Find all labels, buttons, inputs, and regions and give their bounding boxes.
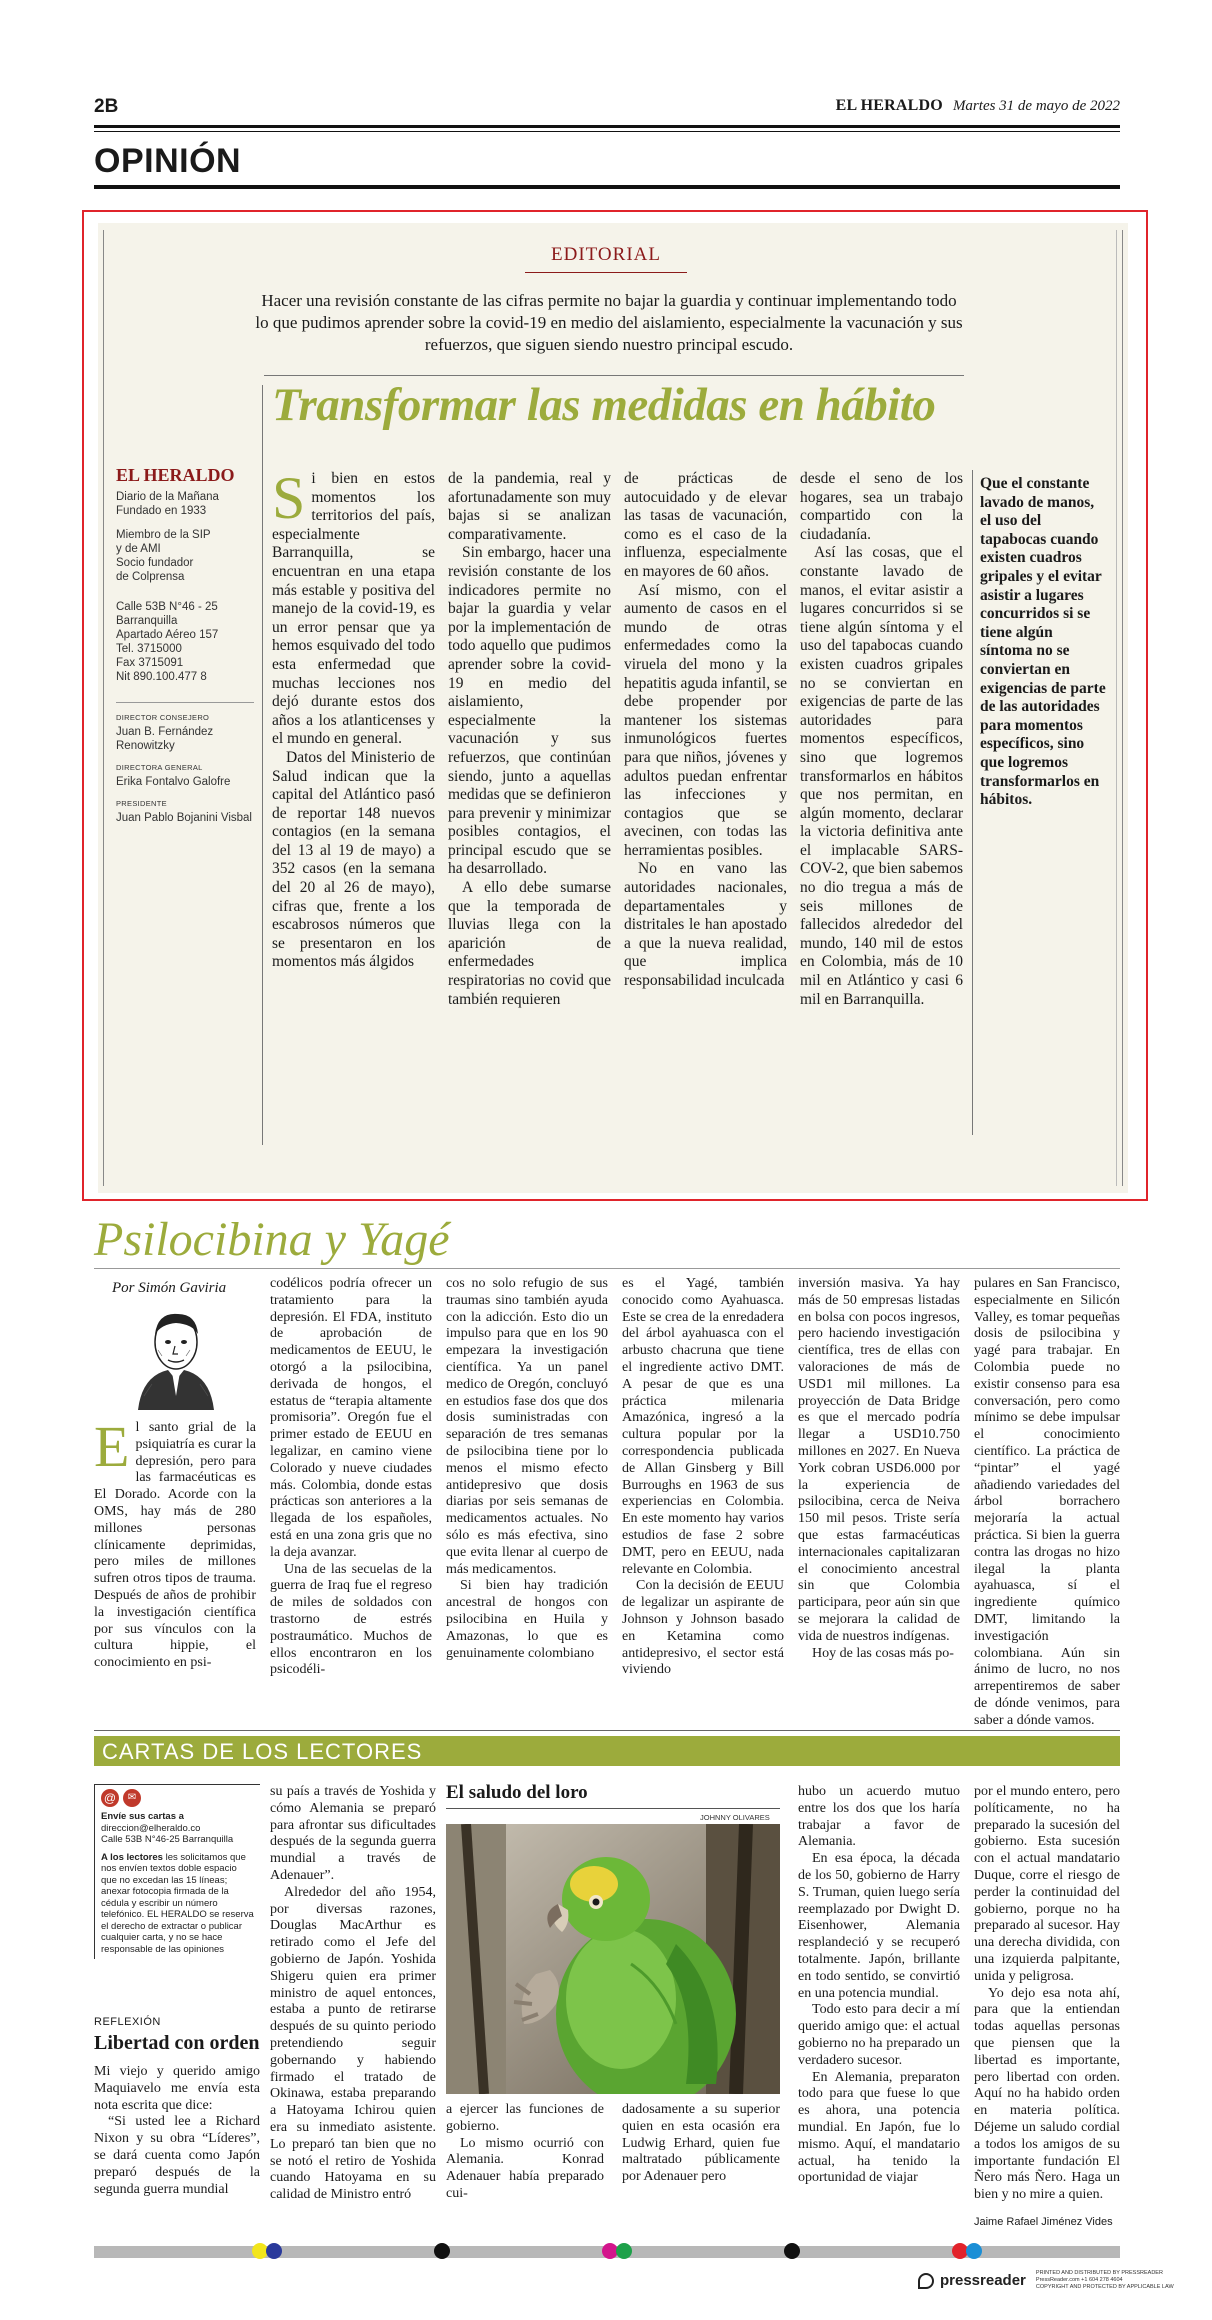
masthead-role: DIRECTORA GENERAL: [116, 763, 203, 772]
send-title: Envíe sus cartas a: [101, 1811, 184, 1822]
notice-bold: A los lectores: [101, 1851, 163, 1863]
editorial-lead: Hacer una revisión constante de las cifras permite no bajar la guardia y continuar implementando todo lo que pudimos aprender sobre la covid-19 en medio del aislamiento, especialmente la vacunación y sus refuerzos, que siguen siendo nuestro principal escudo.: [255, 291, 963, 354]
letter-column-2: [270, 1784, 436, 2204]
paragraph: pulares en San Francisco, especialmente en Silicón Valley, es tomar pequeñas dosis de psilocibina y yagé para trabajar. En Colombia puede no existir consenso para esa conversación, pero como mínimo se debe impulsar el conocimiento científico. La práctica de “pintar” el yagé añadiendo variedades del árbol borrachero mejoraría la actual práctica. Si bien la guerra contra las drogas no hizo ilegal la planta ayahuasca, sí el ingrediente químico DMT, limitando la investigación colombiana. Aún sin ánimo de lucro, no nos arrepentiremos de saber de dónde venimos, para saber a dónde vamos.: [974, 1276, 1120, 1728]
editorial-border-right: [1122, 230, 1123, 1186]
author-portrait: [128, 1306, 224, 1410]
paragraph: Sin embargo, hacer una revisión constante de los indicadores permite no bajar la guardia y velar por la implementación de todo aquello que pudimos aprender sobre la covid-19 en medio del aislamiento, especialmente la vacunación y sus refuerzos, que continúan siendo, junto a aquellas medidas que se definieron para prevenir y minimizar posibles contagios, el principal escudo que se ha desarrollado.: [448, 544, 611, 878]
editorial-column-2: [448, 470, 611, 1009]
masthead-line: Apartado Aéreo 157: [116, 629, 219, 641]
letters-address: Calle 53B N°46-25 Barranquilla: [101, 1834, 234, 1845]
paragraph: hubo un acuerdo mutuo entre los dos que los haría trabajar a favor de Alemania.: [798, 1784, 960, 1850]
paragraph: Lo mismo ocurrió con Alemania. Konrad Adenauer había preparado cui-: [446, 2135, 604, 2201]
reg-dot-green: [616, 2243, 632, 2259]
column-text-5: [798, 1276, 960, 1662]
masthead-line: Socio fundador: [116, 557, 194, 569]
masthead-person: Juan Pablo Bojanini Visbal: [116, 812, 252, 824]
column-text-3: [446, 1276, 608, 1662]
letter-column-1: [94, 2064, 260, 2198]
column-text-6: [974, 1276, 1120, 1730]
mail-icon: ✉: [123, 1789, 141, 1807]
editorial-dropcap: S: [272, 465, 306, 531]
header-rule-thin: [94, 131, 1120, 132]
paragraph: Alrededor del año 1954, por diversas razones, Douglas MacArthur es retirado como el Jefe del gobierno de Japón. Yoshida Shigeru quien era primer ministro de aquel entonces, estaba a punto de retirarse después de su quinto periodo pretendiendo seguir gobernando y habiendo firmado el tratado de Okinawa, estaba preparando a Hatoyama Ichirou quien era su inmediato asistente. Lo preparó tan bien que no se notó el retiro de Yoshida cuando Hatoyama en su calidad de Ministro entró: [270, 1884, 436, 2203]
paragraph: “Si usted lee a Richard Nixon y su obra “Líderes”, se dará cuenta como Japón preparó después de la segunda guerra mundial: [94, 2114, 260, 2197]
reg-dot-cyan: [966, 2243, 982, 2259]
paragraph: Así mismo, con el aumento de casos en el mundo de otras enfermedades como la viruela del mono y la hepatitis aguda infantil, se debe propender por mantener los sistemas inmunológicos fuertes para que niños, jóvenes y adultos puedan enfrentar las infecciones y contagios que se avecinen, con todas las herramientas posibles.: [624, 581, 787, 859]
masthead-line: Fax 3715091: [116, 657, 184, 669]
column-title: Psilocibina y Yagé: [94, 1213, 450, 1266]
paragraph: de prácticas de autocuidado y de elevar las tasas de vacunación, como es el caso de la influenza, especialmente en mayores de 60 años.: [624, 470, 787, 580]
paragraph: dadosamente a su superior quien en esta ocasión era Ludwig Erhard, quien fue maltratado públicamente por Adenauer pero: [622, 2102, 780, 2185]
column-dropcap: E: [94, 1414, 130, 1479]
parrot-photo: [446, 1824, 780, 2094]
paragraph: de la pandemia, real y afortunadamente son muy bajas si se analizan comparativamente.: [448, 470, 611, 543]
masthead-line: Miembro de la SIP: [116, 529, 211, 541]
paragraph: desde el seno de los hogares, sea un trabajo compartido con la ciudadanía.: [800, 470, 963, 543]
paragraph: No en vano las autoridades nacionales, departamentales y distritales le han apostado a que la nueva realidad, que implica responsabilidad inculcada: [624, 860, 787, 990]
paragraph: En esa época, la década de los 50, gobierno de Harry S. Truman, quien luego sería reemplazado por Dwight D. Eisenhower, Alemania resplandeció y se recuperó totalmente. Japón, brillante en todo sentido, se convirtió en una potencia mundial.: [798, 1851, 960, 2001]
masthead-name: EL HERALDO: [116, 465, 235, 485]
masthead-person: Erika Fontalvo Galofre: [116, 776, 231, 788]
column-text-2: [270, 1276, 432, 1679]
letters-section-title: CARTAS DE LOS LECTORES: [102, 1739, 423, 1764]
print-note-2: PressReader.com +1 604 278 4604: [1035, 2277, 1123, 2283]
lead-rule: [264, 375, 964, 376]
letters-info-box: [94, 1784, 260, 1959]
photo-title: El saludo del loro: [446, 1782, 588, 1803]
editorial-pullquote: Que el constante lavado de manos, el uso del tapabocas cuando existen cuadros gripales y el evitar asistir a lugares concurridos si se tiene algún síntoma no se conviertan en exigencias de parte de las autoridades para momentos específicos, sino que logremos transformarlos en hábitos.: [980, 475, 1106, 809]
editorial-column-4: [800, 470, 963, 1009]
publication-name: EL HERALDO: [835, 97, 943, 114]
kicker-underline: [525, 272, 687, 273]
paragraph: A ello debe sumarse que la temporada de lluvias llega con la aparición de enfermedades respiratorias no covid que también requieren: [448, 879, 611, 1008]
page-number: 2B: [94, 96, 119, 117]
paragraph: Una de las secuelas de la guerra de Iraq fue el regreso de miles de soldados con trastorno de estrés postraumático. Muchos de ellos encontraron en los psicodéli-: [270, 1561, 432, 1678]
masthead-line: Barranquilla: [116, 615, 178, 627]
masthead-line: y de AMI: [116, 543, 161, 555]
masthead: [116, 465, 254, 825]
editorial-column-3: [624, 470, 787, 991]
masthead-line: Calle 53B N°46 - 25: [116, 601, 218, 613]
header-rule: [94, 125, 1120, 128]
pressreader-brand: pressreader: [940, 2272, 1026, 2289]
paragraph: Hoy de las cosas más po-: [812, 1645, 954, 1661]
letters-top-rule: [94, 1730, 1120, 1731]
pressreader-logo-icon: [918, 2273, 934, 2289]
letter-column-6: [974, 1784, 1120, 2204]
letters-email[interactable]: direccion@elheraldo.co: [101, 1822, 201, 1834]
masthead-line: Fundado en 1933: [116, 505, 207, 517]
reg-dot-black-2: [784, 2243, 800, 2259]
paragraph: cos no solo refugio de sus traumas sino también ayuda con la adicción. Esto dio un impulso para que en los 90 empezara la investigación científica. Ya un panel medico de Oregón, concluyó en estudios fase dos que dos dosis suministradas con separación de tres semanas de psilocibina tiene por lo menos el mismo efecto antidepresivo que dosis diarias por seis semanas de medicamentos actuales. No sólo es más efectiva, sino que evita llenar al cuerpo de más medicamentos.: [446, 1276, 608, 1577]
paragraph: i bien en estos momentos los territorios del país, especialmente Barranquilla, se encuentran en una etapa más estable y positiva del manejo de la covid-19, es un error pensar que ya hemos esquivado del todo esta enfermedad que muchas lecciones nos dejó durante estos dos años a los atlanticenses y el mundo en general.: [272, 470, 435, 748]
column-byline: Por Simón Gaviria: [112, 1280, 227, 1296]
column-text-1: [94, 1414, 256, 1672]
paragraph: Si bien hay tradición ancestral de hongos con psilocibina en Huila y Amazonas, lo que es genuinamente colombiano: [446, 1578, 608, 1661]
editorial-border-left: [103, 230, 104, 1186]
letters-banner: [94, 1736, 1120, 1766]
letter-column-5: [798, 1784, 960, 2187]
paragraph: Datos del Ministerio de Salud indican que la capital del Atlántico pasó de reportar 148 nuevos contagios (en la semana del 13 al 19 de mayo) a 352 casos (en la semana del 20 al 26 de mayo), cifras que, frente a los escabrosos números que se presentaron en los momentos más álgidos: [272, 748, 435, 971]
paragraph: l santo grial de la psiquiatría es curar la depresión, pero para las farmacéuticas es El Dorado. Acorde con la OMS, hay más de 280 millones personas clínicamente deprimidas, pero miles de millones sufren otros tipos de trauma. Después de años de prohibir la investigación científica por sus vínculos con la cultura hippie, el conocimiento en psi-: [94, 1420, 256, 1671]
section-rule: [94, 185, 1120, 189]
editorial-border-right-inner: [1116, 230, 1117, 1186]
masthead-role: DIRECTOR CONSEJERO: [116, 713, 210, 722]
reg-dot-blue: [266, 2243, 282, 2259]
paragraph: su país a través de Yoshida y cómo Alemania se preparó para afrontar sus dificultades después de la segunda guerra mundial a través de Adenauer”.: [270, 1784, 436, 1883]
paragraph: Mi viejo y querido amigo Maquiavelo me envía esta nota escrita que dice:: [94, 2064, 260, 2113]
paragraph: Todo esto para decir a mí querido amigo que: el actual gobierno no ha preparado un verdadero sucesor.: [798, 2002, 960, 2068]
paragraph: Así las cosas, que el constante lavado de manos, el evitar asistir a lugares concurridos si se tiene algún síntoma y el uso del tapabocas cuando existen cuadros gripales no se conviertan en exigencias de parte de las autoridades para momentos específicos, sino que logremos transformarlos en hábitos que nos permitan, en algún momento, declarar la victoria definitiva ante el implacable SARS-COV-2, que bien sabemos no dio tregua a más de seis millones de fallecidos alrededor del mundo, 140 mil de estos en Colombia, más de 10 mil en Atlántico y casi 6 mil en Barranquilla.: [800, 544, 963, 1008]
column-title-rule: [94, 1268, 1120, 1269]
header-right: [836, 97, 1120, 115]
photo-credit: JOHNNY OLIVARES: [700, 1813, 770, 1822]
issue-date: Martes 31 de mayo de 2022: [952, 98, 1120, 114]
letter-kicker: REFLEXIÓN: [94, 2016, 161, 2028]
editorial-kicker: EDITORIAL: [551, 244, 661, 265]
letter-column-4: [622, 2102, 780, 2186]
column-text-4: [622, 1276, 784, 1679]
masthead-role: PRESIDENTE: [116, 799, 167, 808]
headline-left-rule: [262, 385, 263, 1145]
at-icon: @: [101, 1789, 119, 1807]
masthead-person: Juan B. Fernández Renowitzky: [116, 726, 214, 752]
letters-notice: les solicitamos que nos envíen textos doble espacio que no excedan las 15 líneas; anexar fotocopia firmada de la cédula y escribir un número telefónico. EL HERALDO se reserva el derecho de extractar o publicar cualquier carta, y no se hace responsable de las opiniones: [101, 1851, 254, 1955]
masthead-line: Nit 890.100.477 8: [116, 671, 207, 683]
letter-signature: Jaime Rafael Jiménez Vides: [974, 2216, 1113, 2228]
print-note-3: COPYRIGHT AND PROTECTED BY APPLICABLE LAW: [1035, 2284, 1174, 2290]
letter-title: Libertad con orden: [94, 2032, 260, 2054]
registration-dots: [94, 2243, 1120, 2261]
paragraph: a ejercer las funciones de gobierno.: [446, 2102, 604, 2134]
paragraph: codélicos podría ofrecer un tratamiento para la depresión. El FDA, instituto de aprobación de medicamentos de EEUU, le otorgó a la psilocibina, derivada de hongos, el estatus de “terapia altamente promisoria”. Oregón fue el primer estado de EEUU en legalizar, en camino viene Colorado y nueve ciudades más. Colombia, donde estas prácticas son anteriores a la llegada de los españoles, está en una zona gris que no la deja avanzar.: [270, 1276, 432, 1560]
paragraph: Con la decisión de EEUU de legalizar un aspirante de Johnson y Johnson basado en Ketamina como antidepresivo, el sector está viviendo: [622, 1578, 784, 1678]
paragraph: Yo dejo esa nota ahí, para que la entiendan todas aquellas personas que piensen que la libertad es importante, pero libertad con orden. Aquí no ha habido orden en materia política. Déjeme un saludo cordial a todos los amigos de su importante fundación El Ñero más Ñero. Haga un bien y no mire a quien.: [974, 1985, 1120, 2203]
paragraph: En Alemania, preparaton todo para que fuese lo que es ahora, una potencia mundial. En Japón, fue lo mismo. Aquí, el mandatario actual, ha tenido la oportunidad de viajar: [798, 2069, 960, 2186]
print-note-1: PRINTED AND DISTRIBUTED BY PRESSREADER: [1035, 2270, 1163, 2276]
masthead-line: de Colprensa: [116, 571, 185, 583]
editorial-headline: Transformar las medidas en hábito: [272, 379, 936, 431]
paragraph: es el Yagé, también conocido como Ayahuasca. Este se crea de la enredadera del árbol ayahuasca con el arbusto chacruna que tiene el ingrediente activo DMT. A pesar de que es una práctica milenaria Amazónica, ingresó a la cultura popular por la correspondencia publicada de Allan Ginsberg y Bill Burroughs en 1963 de sus experiencias en Colombia. En este momento hay varios estudios de fase 2 sobre DMT, pero en EEUU, nada relevante en Colombia.: [622, 1276, 784, 1577]
section-title: OPINIÓN: [94, 142, 242, 180]
paragraph: por el mundo entero, pero políticamente, no ha preparado la sucesión del gobierno. Esta sucesión con el actual mandatario Duque, corre el riesgo de perder la continuidad del gobierno, porque no ha preparado al sucesor. Hay una derecha dividida, con una izquierda palpitante, unida y peligrosa.: [974, 1784, 1120, 1984]
editorial-column-1: [272, 465, 435, 972]
pullquote-rule: [972, 470, 973, 1135]
pressreader-footer: [918, 2270, 1174, 2291]
masthead-line: Tel. 3715000: [116, 643, 182, 655]
reg-dot-black: [434, 2243, 450, 2259]
masthead-line: Diario de la Mañana: [116, 491, 219, 503]
photo-title-rule: [446, 1808, 780, 1809]
paragraph: inversión masiva. Ya hay más de 50 empresas listadas en bolsa con pocos ingresos, pero haciendo investigación científica, tres de ellas con valoraciones de más de USD1 mil millones. La proyección de Data Bridge es que el mercado podría llegar a USD10.750 millones en 2027. En Nueva York cobran USD6.000 por la experiencia de psilocibina, cerca de Neiva 150 mil pesos. Triste sería que estas farmacéuticas internacionales capitalizaran el conocimiento ancestral sin que Colombia participara, peor aún sin que se mejorara la calidad de vida de nuestros indígenas.: [798, 1276, 960, 1644]
letter-column-3: [446, 2102, 604, 2203]
